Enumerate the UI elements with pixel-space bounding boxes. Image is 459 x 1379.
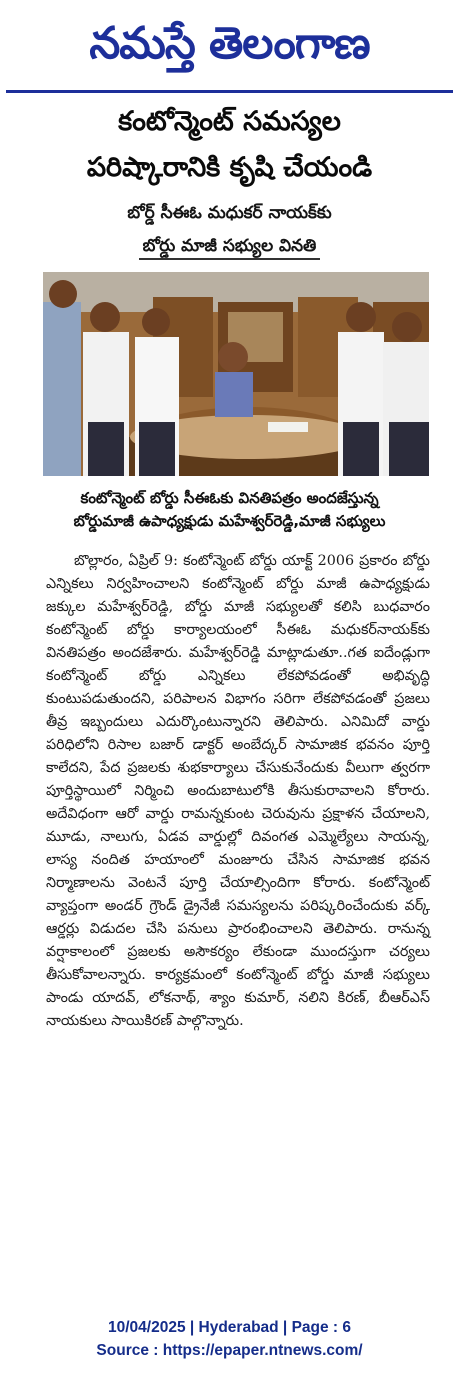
footer-date-edition: 10/04/2025 | Hyderabad | Page : 6: [107, 1319, 352, 1336]
headline-line-1: కంటోన్మెంట్ సమస్యల: [118, 106, 341, 137]
photo-caption-line-2: బోర్డుమాజీ ఉపాధ్యక్షుడు మహేశ్వర్‌రెడ్డి,మాజీ సభ్యులు: [73, 512, 386, 530]
headline-line-2: పరిష్కారానికి కృషి చేయండి: [86, 152, 373, 183]
subheadline-text: బోర్డు మాజీ సభ్యుల వినతి: [139, 236, 321, 260]
photo-caption-line-1: కంటోన్మెంట్ బోర్డు సీఈఓకు వినతిపత్రం అందజేస్తున్న: [80, 489, 379, 507]
article-body: [46, 550, 430, 1033]
newspaper-title: నమస్తే తెలంగాణ: [89, 18, 370, 69]
subheadline-line-1: బోర్డ్ సీఈఓ మధుకర్ నాయక్‌కు: [127, 203, 332, 223]
footer-source: Source : https://epaper.ntnews.com/: [96, 1342, 363, 1359]
subheadline-line-2: [0, 236, 459, 256]
masthead: [0, 0, 459, 88]
news-photo: [43, 272, 429, 476]
article-paragraph: బొల్లారం, ఏప్రిల్ 9: కంటోన్మెంట్ బోర్డు యాక్ట్ 2006 ప్రకారం బోర్డు ఎన్నికలు నిర్వహించాలని కంటోన్మెంట్ బోర్డు మాజీ ఉపాధ్యక్షుడు జక్కుల మహేశ్వర్‌రెడ్డి, బోర్డు మాజీ సభ్యులతో కలిసి బుధవారం కంటోన్మెంట్ బోర్డు కార్యాలయంలో సీఈఓ మధుకర్‌నాయక్‌కు వినతిపత్రం అందజేశారు. మహేశ్వర్‌రెడ్డి మాట్లాడుతూ..గత ఐదేండ్లుగా కంటోన్మెంట్ బోర్డు ఎన్నికలు లేకపోవడంతో అభివృద్ధి కుంటుపడుతుందని, పరిపాలన విభాగం సరిగా లేకపోవడంతో ప్రజలు తీవ్ర ఇబ్బందులు ఎదుర్కొంటున్నారని తెలిపారు. ఎనిమిదో వార్డు పరిధిలోని రిసాల బజార్ డాక్టర్ అంబేద్కర్ సామాజిక భవనం పూర్తి కాలేదని, పేద ప్రజలకు శుభకార్యాలు చేసుకునేందుకు వీలుగా త్వరగా పూర్తిస్థాయిలో నిర్మించి అందుబాటులోకి తీసుకురావాలని కోరారు. అదేవిధంగా ఆరో వార్డు రామన్నకుంట చెరువును ప్రక్షాళన చేయాలని, మూడు, నాలుగు, ఏడవ వార్డుల్లో దివంగత ఎమ్మెల్యేలు సాయన్న, లాస్య నందిత హయాంలో మంజూరు చేసిన సామాజిక భవన నిర్మాణాలను వెంటనే పూర్తి చేయాల్సిందిగా కోరారు. కంటోన్మెంట్ వ్యాప్తంగా అండర్ గ్రౌండ్ డ్రైనేజీ సమస్యలను పరిష్కరించేందుకు వర్క్ ఆర్డర్లు విడుదల చేసి పనులు ప్రారంభించాలని తెలిపారు. రానున్న వర్షాకాలంలో ప్రజలకు అసౌకర్యం లేకుండా ముందస్తుగా చర్యలు తీసుకోవాలన్నారు. కార్యక్రమంలో కంటోన్మెంట్ బోర్డు మాజీ సభ్యులు పాండు యాదవ్, లోకనాథ్, శ్యాం కుమార్, నలిని కిరణ్, బీఆర్ఎస్ నాయకులు సాయికిరణ్ పాల్గొన్నారు.: [46, 553, 430, 1029]
masthead-rule: [6, 90, 453, 93]
